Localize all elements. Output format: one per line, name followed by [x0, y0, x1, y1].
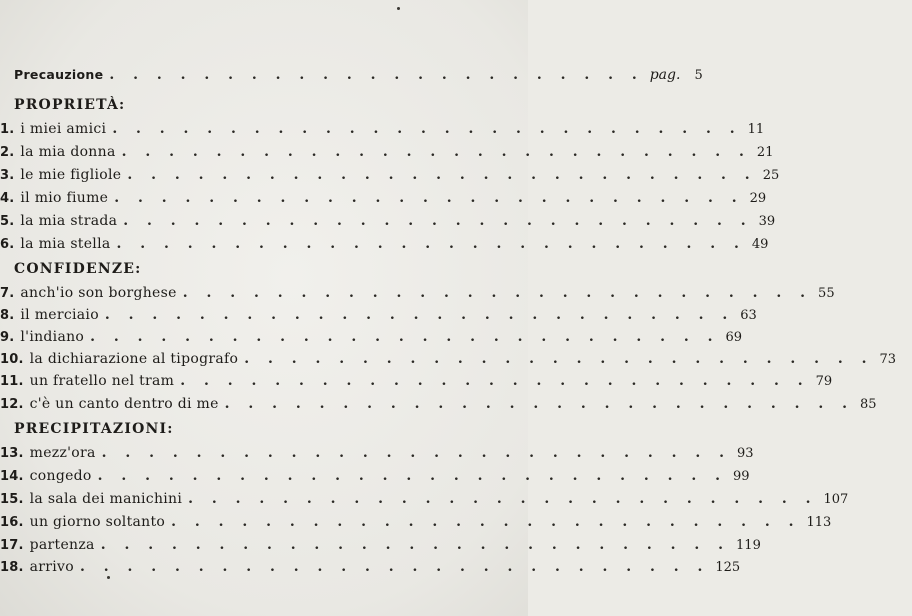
leader-dots: . . . . . . . . . . . . . . . . . . . . . . . . . . .	[171, 514, 801, 530]
entry-number: 4.	[0, 191, 15, 206]
leader-dots: . . . . . . . . . . . . . . . . . . . . . . . . . . .	[80, 559, 710, 575]
entry-number: 18.	[0, 560, 24, 575]
entry-title: la mia strada	[20, 213, 118, 229]
entry-title: mezz'ora	[29, 445, 96, 461]
page-number: 125	[715, 560, 741, 575]
toc-entry	[0, 164, 780, 186]
entry-title: anch'io son borghese	[20, 285, 177, 301]
leader-dots: . . . . . . . . . . . . . . . . . . . . . . . . . . .	[224, 396, 854, 412]
toc-entry	[0, 118, 765, 140]
entry-title: i miei amici	[20, 121, 107, 137]
toc-entry	[0, 187, 767, 209]
page-number: 25	[762, 168, 780, 183]
entry-title: arrivo	[29, 559, 74, 575]
toc-intro-title: Precauzione	[14, 67, 104, 82]
page-number: 113	[806, 515, 832, 530]
page-number: 99	[733, 469, 750, 484]
entry-number: 15.	[0, 492, 24, 507]
toc-entry	[0, 556, 741, 578]
entry-title: il mio fiume	[20, 190, 109, 206]
leader-dots: . . . . . . . . . . . . . . . . . . . . . . . . . . .	[112, 121, 742, 137]
toc-entry	[0, 348, 897, 370]
leader-dots: . . . . . . . . . . . . . . . . . . . . . . . . . . .	[90, 329, 720, 345]
leader-dots: . . . . . . . . . . . . . . . . . . . . . . . . . . .	[97, 468, 727, 484]
leader-dots: . . . . . . . . . . . . . . . . . . . . . . . . . . .	[180, 373, 810, 389]
ink-speck	[397, 7, 400, 10]
section-heading: PROPRIETÀ:	[14, 97, 126, 113]
pag-label: pag.	[649, 67, 681, 83]
page-number: 5	[694, 68, 703, 83]
page-number: 69	[725, 330, 743, 345]
entry-number: 6.	[0, 237, 15, 252]
leader-dots: . . . . . . . . . . . . . . . . . . . . . . . . . . .	[104, 307, 735, 323]
entry-title: il merciaio	[20, 307, 99, 323]
entry-title: partenza	[29, 537, 95, 553]
entry-title: le mie figliole	[20, 167, 122, 183]
entry-title: l'indiano	[20, 329, 85, 345]
entry-title: c'è un canto dentro di me	[29, 396, 219, 412]
toc-entry	[0, 141, 774, 163]
entry-number: 14.	[0, 469, 24, 484]
toc-entry	[0, 511, 832, 533]
entry-number: 17.	[0, 538, 24, 553]
entry-number: 10.	[0, 352, 24, 367]
entry-number: 7.	[0, 286, 15, 301]
page-number: 85	[860, 397, 877, 412]
entry-title: un fratello nel tram	[29, 373, 175, 389]
toc-entry	[0, 233, 769, 255]
page-number: 93	[737, 446, 754, 461]
page-number: 21	[756, 145, 774, 160]
toc-entry	[0, 488, 849, 510]
page-number: 11	[747, 122, 765, 137]
toc-entry	[0, 210, 776, 232]
toc-entry	[0, 534, 761, 556]
entry-number: 9.	[0, 330, 15, 345]
section-heading: PRECIPITAZIONI:	[14, 421, 174, 437]
toc-entry	[0, 393, 877, 415]
leader-dots: . . . . . . . . . . . . . . . . . . . . . . . . . . .	[116, 236, 746, 252]
page-number: 119	[736, 538, 761, 553]
leader-dots: . . . . . . . . . . . . . . . . . . . . . . . . . . .	[114, 190, 744, 206]
section-heading: CONFIDENZE:	[14, 261, 142, 277]
leader-dots: . . . . . . . . . . . . . . . . . . . . . . . . . . .	[121, 144, 751, 160]
page-number: 79	[815, 374, 833, 389]
page-number: 55	[818, 286, 835, 301]
page-number: 29	[749, 191, 767, 206]
entry-number: 11.	[0, 374, 24, 389]
leader-dots: . . . . . . . . . . . . . . . . . . . . . . . . . . .	[100, 537, 731, 553]
entry-title: la mia donna	[20, 144, 116, 160]
entry-title: un giorno soltanto	[29, 514, 166, 530]
entry-title: la dichiarazione al tipografo	[29, 351, 239, 367]
page-number: 49	[751, 237, 769, 252]
leader-dots: . . . . . . . . . . . . . . . . . . . . . . . . . . .	[123, 213, 753, 229]
leader-dots: . . . . . . . . . . . . . . . . . . . . . . . . . . .	[188, 491, 818, 507]
toc-entry	[0, 304, 757, 326]
entry-number: 1.	[0, 122, 15, 137]
toc-entry	[0, 370, 833, 392]
entry-number: 13.	[0, 446, 24, 461]
entry-number: 5.	[0, 214, 15, 229]
toc-intro-row	[0, 64, 703, 86]
leader-dots: . . . . . . . . . . . . . . . . . . . . . . .	[109, 67, 644, 83]
leader-dots: . . . . . . . . . . . . . . . . . . . . . . . . . . .	[182, 285, 813, 301]
toc-entry	[0, 465, 750, 487]
page-number: 39	[758, 214, 776, 229]
leader-dots: . . . . . . . . . . . . . . . . . . . . . . . . . . .	[244, 351, 874, 367]
toc-entry	[0, 282, 835, 304]
entry-title: la mia stella	[20, 236, 111, 252]
toc-entry	[0, 326, 743, 348]
toc-entry	[0, 442, 754, 464]
leader-dots: . . . . . . . . . . . . . . . . . . . . . . . . . . .	[101, 445, 731, 461]
entry-number: 12.	[0, 397, 24, 412]
page-number: 63	[740, 308, 757, 323]
leader-dots: . . . . . . . . . . . . . . . . . . . . . . . . . . .	[127, 167, 757, 183]
page-number: 73	[879, 352, 897, 367]
entry-number: 8.	[0, 308, 15, 323]
entry-title: congedo	[29, 468, 92, 484]
page-number: 107	[823, 492, 849, 507]
entry-number: 3.	[0, 168, 15, 183]
entry-number: 2.	[0, 145, 15, 160]
entry-number: 16.	[0, 515, 24, 530]
entry-title: la sala dei manichini	[29, 491, 183, 507]
